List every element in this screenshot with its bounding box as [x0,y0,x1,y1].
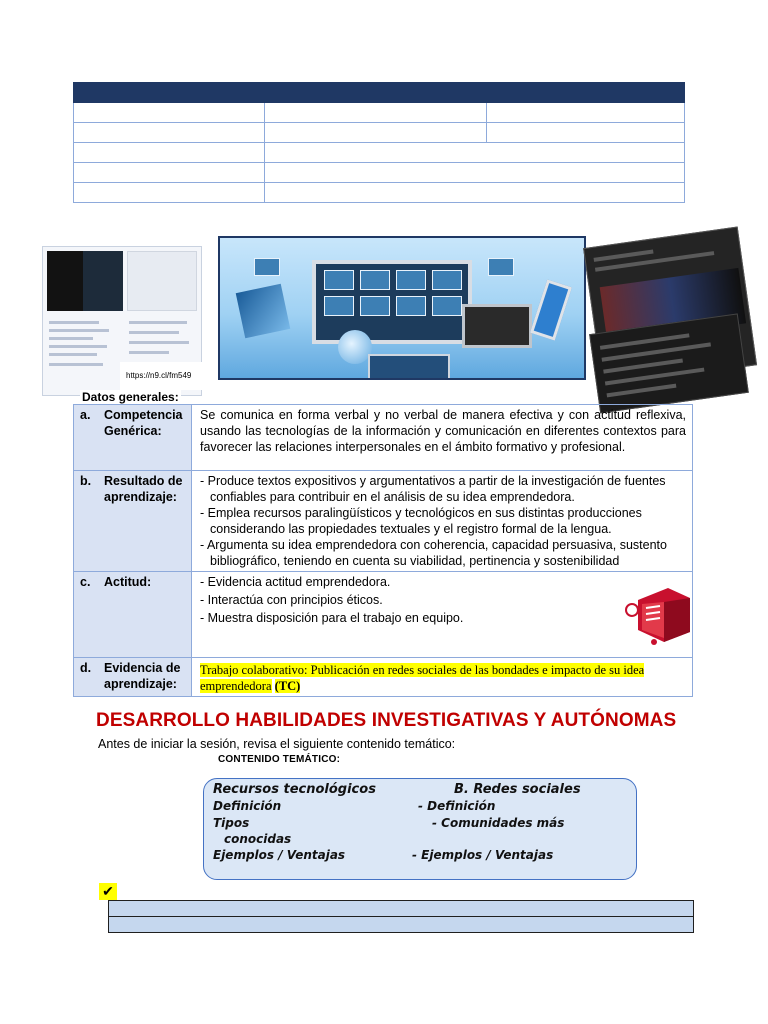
topic-a-title: Recursos tecnológicos [213,782,376,797]
row-label: a. Competencia Genérica: [74,405,192,471]
topic-a-item: Definición [213,799,282,813]
table-row [109,901,694,917]
topic-b-item: - Definición [418,799,496,813]
topic-a-item: Ejemplos / Ventajas [213,848,346,862]
header-table-row [74,103,685,123]
list-item: - Produce textos expositivos y argumentativos a partir de la investigación de fuentes confiables para contribuir en el análisis de su idea emprendedora. [200,474,666,504]
checkmark-icon: ✔ [99,883,117,900]
header-table [73,82,685,203]
image-strip [42,232,768,412]
image-link[interactable]: https://n9.cl/fm549 [120,362,230,390]
list-item: - Argumenta su idea emprendedora con coherencia, capacidad persuasiva, sustento bibliográfico, teniendo en cuenta su viabilidad, pertinencia y sostenibilidad [200,538,667,568]
header-table-row [74,143,685,163]
topic-box [203,778,637,880]
header-table-row [74,123,685,143]
book-mascot-icon [624,582,696,646]
evidence-text: Trabajo colaborativo: Publicación en redes sociales de las bondades e impacto de su idea emprendedora (TC) [192,658,693,697]
topic-b-item: - Ejemplos / Ventajas [412,848,554,862]
table-row [74,658,693,697]
technology-devices-image [218,236,586,380]
list-item: - Emplea recursos paralingüísticos y tecnológicos en sus distintas producciones considerando las propiedades textuales y el registro formal de la lengua. [200,506,642,536]
general-data-heading: Datos generales: [82,390,179,404]
row-label: d. Evidencia de aprendizaje: [74,658,192,697]
list-item: - Evidencia actitud emprendedora. [200,575,391,589]
table-row [74,471,693,572]
header-cell [74,83,685,103]
content-title: CONTENIDO TEMÁTICO: [218,754,341,765]
social-post-image [579,221,768,419]
topic-a-item: Tipos [213,816,250,830]
table-row [74,572,693,658]
header-table-row [74,163,685,183]
table-row [74,405,693,471]
row-label: b. Resultado de aprendizaje: [74,471,192,572]
header-row [74,83,685,103]
topic-b-title: B. Redes sociales [454,782,581,797]
general-data-table [73,404,693,697]
section-intro: Antes de iniciar la sesión, revisa el siguiente contenido temático: [98,737,456,751]
list-item: - Interactúa con principios éticos. [200,593,383,607]
attitude-list [192,572,693,658]
competence-text: Se comunica en forma verbal y no verbal de manera efectiva y con actitud reflexiva, usando las tecnologías de la información y comunicación en diferentes contextos para favorecer las relaciones interpersonales en el ámbito formativo y profesional. [192,405,693,471]
bottom-table [108,900,694,933]
learning-outcomes [192,471,693,572]
header-table-row [74,183,685,203]
list-item: - Muestra disposición para el trabajo en equipo. [200,611,464,625]
section-title: DESARROLLO HABILIDADES INVESTIGATIVAS Y AUTÓNOMAS [96,710,677,731]
topic-continuation: conocidas [224,832,292,846]
row-label: c. Actitud: [74,572,192,658]
topic-b-item: - Comunidades más [432,816,565,830]
table-row [109,917,694,933]
